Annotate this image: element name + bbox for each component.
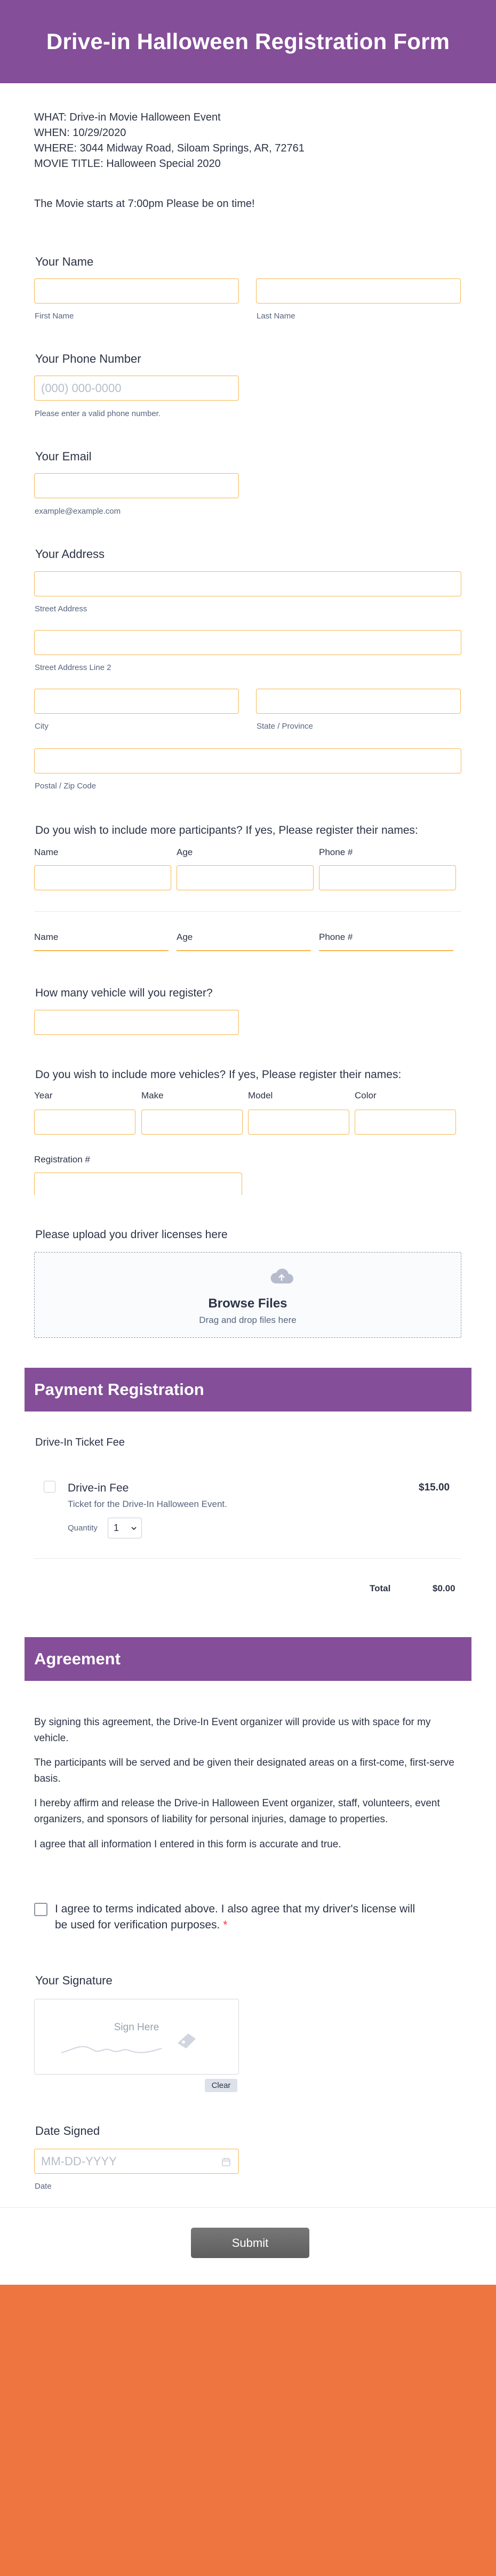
product-description: Ticket for the Drive-In Halloween Event.: [68, 1499, 227, 1509]
email-label: Your Email: [35, 450, 92, 463]
vehicles-col-color: Color: [355, 1090, 377, 1100]
participants-col-phone: Phone #: [319, 847, 353, 857]
last-name-sublabel: Last Name: [257, 312, 295, 321]
participants-label: Do you wish to include more participants? If yes, Please register their names:: [35, 824, 418, 836]
browse-files-button[interactable]: Browse Files: [208, 1296, 287, 1311]
vehicle-count-label: How many vehicle will you register?: [35, 987, 213, 999]
event-when: WHEN: 10/29/2020: [34, 127, 126, 139]
vehicles-col-registration: Registration #: [34, 1154, 90, 1165]
street-input[interactable]: [34, 571, 461, 596]
payment-divider: [34, 1558, 461, 1559]
submit-button[interactable]: Submit: [191, 2228, 309, 2258]
event-what: WHAT: Drive-in Movie Halloween Event: [34, 111, 221, 123]
submit-divider: [0, 2207, 496, 2208]
participants-divider: [34, 911, 461, 912]
start-notice: The Movie starts at 7:00pm Please be on time!: [34, 198, 255, 210]
first-name-sublabel: First Name: [35, 312, 74, 321]
upload-hint: Drag and drop files here: [199, 1315, 297, 1325]
event-info: [34, 110, 305, 172]
street2-sublabel: Street Address Line 2: [35, 663, 111, 672]
last-name-input[interactable]: [256, 278, 461, 304]
terms-label[interactable]: [55, 1901, 428, 1933]
calendar-icon[interactable]: [221, 2156, 231, 2170]
participants-row2-phone: Phone #: [319, 932, 353, 942]
terms-text: I agree to terms indicated above. I also agree that my driver's license will be used for verification purposes.: [55, 1903, 415, 1931]
participants-row2-age: Age: [177, 932, 193, 942]
city-sublabel: City: [35, 722, 49, 731]
chevron-down-icon: [131, 1524, 137, 1535]
phone-label: Your Phone Number: [35, 352, 141, 365]
phone-hint: Please enter a valid phone number.: [35, 409, 161, 418]
vehicle-year-input[interactable]: [34, 1110, 135, 1135]
signature-label: Your Signature: [35, 1974, 113, 1987]
address-label: Your Address: [35, 547, 105, 561]
phone-placeholder: (000) 000-0000: [41, 381, 122, 395]
cloud-upload-icon: [269, 1269, 294, 1285]
event-movie: MOVIE TITLE: Halloween Special 2020: [34, 158, 221, 170]
product-name: Drive-in Fee: [68, 1482, 129, 1494]
date-input[interactable]: [34, 2149, 239, 2174]
participant-name-input[interactable]: [34, 865, 171, 890]
street2-input[interactable]: [34, 630, 461, 655]
email-hint: example@example.com: [35, 507, 121, 516]
participants-col-name: Name: [34, 847, 59, 857]
postal-sublabel: Postal / Zip Code: [35, 781, 97, 791]
signature-placeholder: Sign Here: [114, 2022, 159, 2033]
vehicles-label: Do you wish to include more vehicles? If yes, Please register their names:: [35, 1068, 402, 1081]
total-label: Total: [370, 1583, 391, 1593]
date-hint: Date: [35, 2182, 52, 2191]
payment-section-header: [25, 1368, 471, 1411]
vehicle-make-input[interactable]: [141, 1110, 243, 1135]
agreement-paragraph-1: By signing this agreement, the Drive-In Event organizer will provide us with space for my vehicle.: [34, 1717, 431, 1744]
signature-pad[interactable]: [34, 1999, 239, 2075]
vehicles-col-model: Model: [248, 1090, 273, 1100]
agreement-section-title: Agreement: [34, 1649, 121, 1668]
file-upload-dropzone[interactable]: [34, 1252, 461, 1338]
email-input[interactable]: [34, 473, 239, 498]
product-price: $15.00: [419, 1482, 450, 1493]
required-asterisk: *: [223, 1919, 228, 1931]
street-sublabel: Street Address: [35, 604, 87, 613]
payment-section-title: Payment Registration: [34, 1380, 204, 1399]
upload-label: Please upload you driver licenses here: [35, 1229, 228, 1241]
participants-row2-name: Name: [34, 932, 59, 942]
vehicle-count-input[interactable]: [34, 1010, 239, 1035]
ticket-fee-label: Drive-In Ticket Fee: [35, 1437, 125, 1448]
quantity-value: 1: [114, 1522, 119, 1533]
event-where: WHERE: 3044 Midway Road, Siloam Springs, AR, 72761: [34, 142, 305, 154]
vehicle-model-input[interactable]: [248, 1110, 349, 1135]
participant-age-input[interactable]: [177, 865, 314, 890]
participant-row2-name-underline[interactable]: [34, 950, 169, 951]
vehicle-color-input[interactable]: [355, 1110, 456, 1135]
participant-phone-input[interactable]: [319, 865, 456, 890]
quantity-label: Quantity: [68, 1524, 98, 1533]
quantity-select[interactable]: [108, 1518, 142, 1538]
product-checkbox[interactable]: [44, 1481, 55, 1493]
agreement-paragraph-4: I agree that all information I entered in this form is accurate and true.: [34, 1839, 341, 1850]
name-label: Your Name: [35, 255, 94, 268]
terms-checkbox[interactable]: [34, 1903, 47, 1916]
vehicles-col-make: Make: [141, 1090, 164, 1100]
state-input[interactable]: [256, 689, 461, 714]
form-header: [0, 0, 496, 83]
vehicle-registration-input[interactable]: [34, 1173, 242, 1195]
agreement-section-header: [25, 1637, 471, 1681]
signature-pen-icon: [60, 2027, 215, 2062]
state-sublabel: State / Province: [257, 722, 313, 731]
agreement-paragraph-3: I hereby affirm and release the Drive-in Halloween Event organizer, staff, volunteers, event organizers, and sponsors of liability for personal injuries, damage to properties.: [34, 1798, 440, 1825]
postal-input[interactable]: [34, 748, 461, 773]
vehicles-col-year: Year: [34, 1090, 53, 1100]
first-name-input[interactable]: [34, 278, 239, 304]
date-placeholder: MM-DD-YYYY: [41, 2154, 117, 2168]
participants-col-age: Age: [177, 847, 193, 857]
participant-row2-phone-underline[interactable]: [319, 950, 453, 951]
clear-signature-button[interactable]: Clear: [205, 2079, 237, 2092]
form-title: Drive-in Halloween Registration Form: [46, 29, 450, 54]
participant-row2-age-underline[interactable]: [177, 950, 311, 951]
date-signed-label: Date Signed: [35, 2124, 100, 2138]
city-input[interactable]: [34, 689, 239, 714]
total-value: $0.00: [433, 1583, 455, 1593]
agreement-paragraph-2: The participants will be served and be given their designated areas on a first-come, first-serve basis.: [34, 1757, 454, 1784]
phone-input[interactable]: [34, 376, 239, 401]
